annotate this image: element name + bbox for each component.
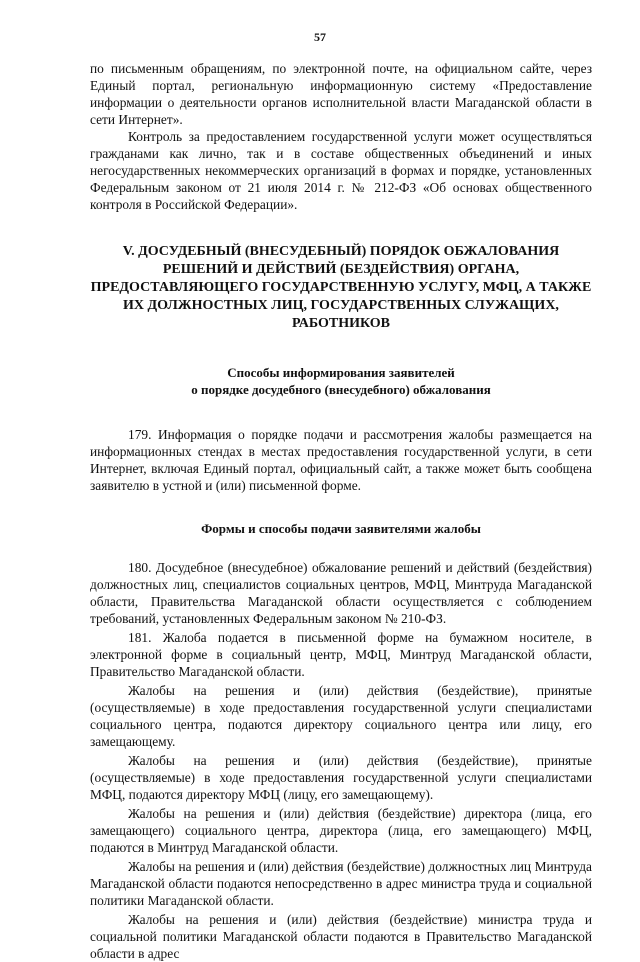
paragraph-complaints-directors: Жалобы на решения и (или) действия (бездействие) директора (лица, его замещающего) социального центра, директора (лица, его замещающего) МФЦ, подаются в Минтруд Магаданской области. xyxy=(90,806,592,855)
section-title-complaint-forms: Формы и способы подачи заявителями жалобы xyxy=(201,521,481,536)
paragraph-complaints-mfc: Жалобы на решения и (или) действия (бездействие), принятые (осуществляемые) в ходе предоставления государственной услуги специалистами МФЦ, подаются директору МФЦ (лицу, его замещающему). xyxy=(90,753,592,802)
paragraph-public-control: Контроль за предоставлением государственной услуги может осуществляться гражданами как лично, так и в составе общественных объединений и иных негосударственных некоммерческих организаций в формах и порядке, установленных Федеральным законом от 21 июля 2014 г. № 212-ФЗ «Об основах общественного контроля в Российской Федерации». xyxy=(90,129,592,212)
paragraph-180: 180. Досудебное (внесудебное) обжалование решений и действий (бездействия) должностных лиц, специалистов социальных центров, МФЦ, Минтруда Магаданской области, Правительства Магаданской области осуществляется с соблюдением требований, установленных Федеральным законом № 210-ФЗ. xyxy=(90,560,592,626)
paragraph-complaints-ministry-officials: Жалобы на решения и (или) действия (бездействие) должностных лиц Минтруда Магаданской области подаются непосредственно в адрес министра труда и социальной политики Магаданской области. xyxy=(90,859,592,908)
section-title-line: о порядке досудебного (внесудебного) обжалования xyxy=(191,382,491,397)
section-title-line: Способы информирования заявителей xyxy=(227,365,455,380)
document-body xyxy=(90,60,592,962)
paragraph-179: 179. Информация о порядке подачи и рассмотрения жалобы размещается на информационных стендах в местах предоставления государственной услуги, в сети Интернет, включая Единый портал, официальный сайт, а также может быть сообщена заявителю в устной и (или) письменной форме. xyxy=(90,427,592,493)
paragraph-complaints-minister: Жалобы на решения и (или) действия (бездействие) министра труда и социальной политики Магаданской области подаются в Правительство Магаданской области в адрес xyxy=(90,912,592,961)
paragraph-intro-continuation: по письменным обращениям, по электронной почте, на официальном сайте, через Единый портал, региональную информационную систему «Предоставление информации о деятельности органов исполнительной власти Магаданской области в сети Интернет». xyxy=(90,61,592,127)
page-number: 57 xyxy=(314,30,326,44)
chapter-title: V. ДОСУДЕБНЫЙ (ВНЕСУДЕБНЫЙ) ПОРЯДОК ОБЖАЛОВАНИЯ РЕШЕНИЙ И ДЕЙСТВИЙ (БЕЗДЕЙСТВИЯ) ОРГАНА, ПРЕДОСТАВЛЯЮЩЕГО ГОСУДАРСТВЕННУЮ УСЛУГУ, МФЦ, А ТАКЖЕ ИХ ДОЛЖНОСТНЫХ ЛИЦ, ГОСУДАРСТВЕННЫХ СЛУЖАЩИХ, РАБОТНИКОВ xyxy=(90,244,592,331)
section-title-informing xyxy=(90,364,592,398)
paragraph-complaints-social-center: Жалобы на решения и (или) действия (бездействие), принятые (осуществляемые) в ходе предоставления государственной услуги специалистами социального центра, подаются директору социального центра или лицу, его замещающему. xyxy=(90,683,592,749)
paragraph-181: 181. Жалоба подается в письменной форме на бумажном носителе, в электронной форме в социальный центр, МФЦ, Минтруд Магаданской области, Правительство Магаданской области. xyxy=(90,630,592,679)
